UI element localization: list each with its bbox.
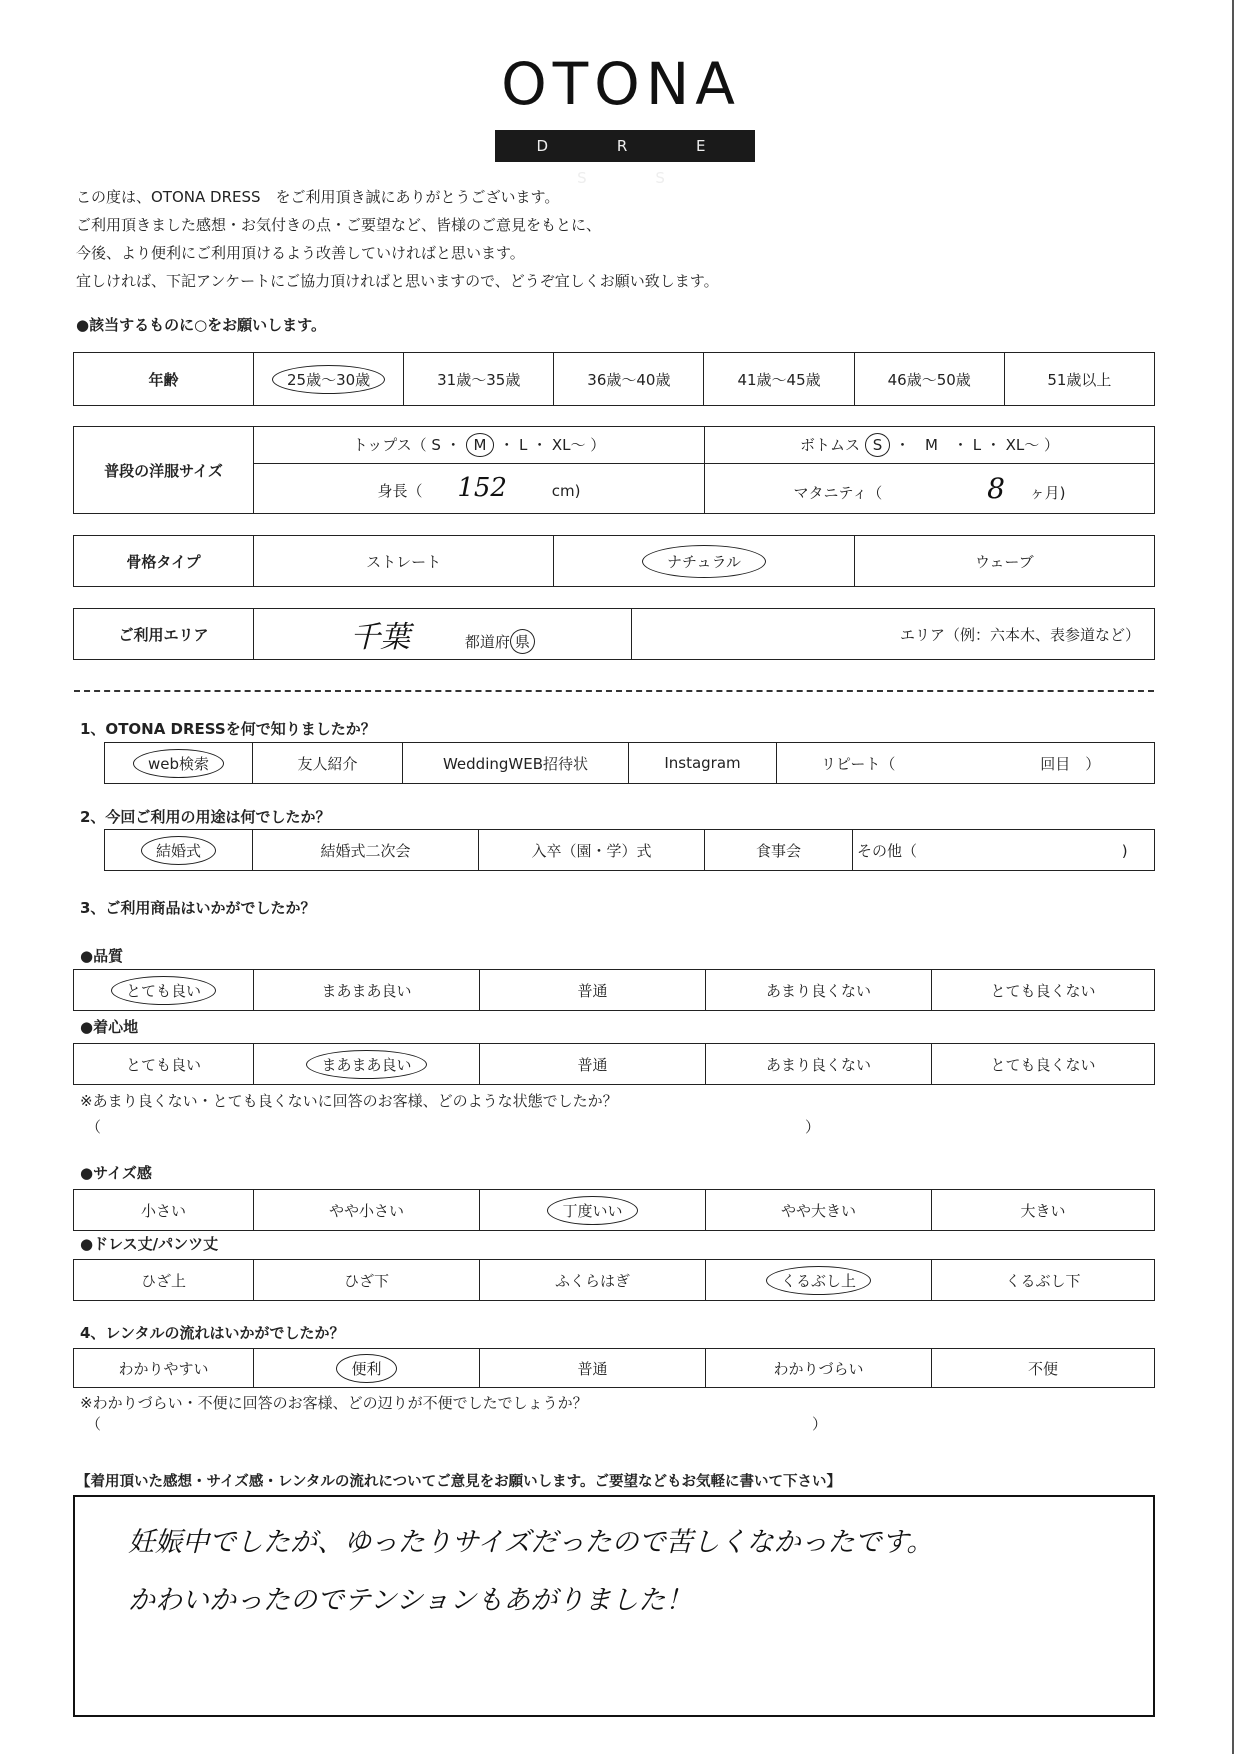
- comment-title: 【着用頂いた感想・サイズ感・レンタルの流れについてご意見をお願いします。ご要望などもお気軽に書いて下さい】: [76, 1474, 841, 1490]
- q1-repeat-count: 回目 ）: [1040, 754, 1101, 773]
- q2-option[interactable]: 食事会: [705, 830, 853, 871]
- maternity-label: マタニティ（: [793, 483, 883, 502]
- q1-repeat-label: リピート（: [821, 754, 896, 773]
- fit-option[interactable]: 大きい: [932, 1190, 1155, 1231]
- quality-option[interactable]: あまり良くない: [706, 970, 932, 1011]
- comfort-option[interactable]: とても良い: [74, 1044, 254, 1085]
- dashed-divider: [74, 690, 1154, 692]
- fit-option[interactable]: やや小さい: [254, 1190, 480, 1231]
- q4-option[interactable]: 普通: [480, 1349, 706, 1388]
- brand-sub-bar: D R E S S: [495, 130, 755, 162]
- size-label: 普段の洋服サイズ: [74, 427, 254, 514]
- tops-suffix: ・ L ・ XL〜 ）: [499, 435, 606, 454]
- quality-option-selected[interactable]: [74, 970, 254, 1011]
- age-option[interactable]: 31歳〜35歳: [404, 353, 554, 406]
- prefecture-handwritten: 千葉: [350, 620, 411, 655]
- q2-table: [104, 829, 1155, 871]
- age-table: [73, 352, 1155, 406]
- length-label: ●ドレス丈/パンツ丈: [80, 1235, 219, 1253]
- quality-label: ●品質: [80, 947, 124, 965]
- age-label: 年齢: [74, 353, 254, 406]
- selected-circle: web検索: [133, 749, 224, 778]
- q2-title: 2、今回ご利用の用途は何でしたか？: [80, 808, 331, 826]
- area-label: ご利用エリア: [74, 609, 254, 660]
- comment-line-1: 妊娠中でしたが、ゆったりサイズだったので苦しくなかったです。: [128, 1527, 934, 1558]
- size-table: [73, 426, 1155, 514]
- comfort-option[interactable]: とても良くない: [932, 1044, 1155, 1085]
- length-table: [73, 1259, 1155, 1301]
- frame-label: 骨格タイプ: [74, 536, 254, 587]
- selected-circle: とても良い: [111, 976, 216, 1005]
- q4-option[interactable]: 不便: [932, 1349, 1155, 1388]
- q1-repeat-field[interactable]: [777, 743, 1155, 784]
- bottoms-size-field[interactable]: [705, 427, 1155, 464]
- q4-table: [73, 1348, 1155, 1388]
- q4-note-paren-open[interactable]: （: [86, 1415, 102, 1433]
- prefecture-suffix: 都道府: [464, 633, 510, 651]
- fit-option[interactable]: 小さい: [74, 1190, 254, 1231]
- q4-note-paren-close: ）: [812, 1415, 828, 1433]
- age-option[interactable]: 51歳以上: [1004, 353, 1154, 406]
- length-option[interactable]: くるぶし下: [932, 1260, 1155, 1301]
- q2-other-close: ): [1121, 841, 1128, 860]
- selected-circle: 県: [510, 629, 535, 654]
- scan-edge-line: [1232, 0, 1234, 1754]
- comment-line-2: かわいかったのでテンションもあがりました！: [128, 1585, 693, 1616]
- q1-option[interactable]: 友人紹介: [253, 743, 403, 784]
- comfort-option[interactable]: 普通: [480, 1044, 706, 1085]
- bottoms-suffix: ・ M ・ L ・ XL〜 ）: [895, 435, 1060, 454]
- length-option[interactable]: ひざ上: [74, 1260, 254, 1301]
- frame-option[interactable]: ウェーブ: [854, 536, 1154, 587]
- intro-line: ご利用頂きました感想・お気付きの点・ご要望など、皆様のご意見をもとに、: [76, 216, 602, 234]
- q2-option[interactable]: 入卒（園・学）式: [479, 830, 705, 871]
- height-unit: cm): [551, 482, 581, 501]
- q4-option[interactable]: わかりづらい: [706, 1349, 932, 1388]
- age-option[interactable]: 36歳〜40歳: [554, 353, 704, 406]
- intro-line: 今後、より便利にご利用頂けるよう改善していければと思います。: [76, 244, 525, 262]
- brand-logo: OTONA: [501, 50, 741, 118]
- quality-table: [73, 969, 1155, 1011]
- height-label: 身長（: [377, 482, 423, 501]
- q1-title: 1、OTONA DRESSを何で知りましたか？: [80, 720, 376, 738]
- selected-circle: 結婚式: [141, 836, 216, 865]
- q4-option-selected[interactable]: [254, 1349, 480, 1388]
- q2-other-label: その他（: [857, 841, 918, 860]
- age-option[interactable]: 41歳〜45歳: [704, 353, 854, 406]
- quality-option[interactable]: とても良くない: [932, 970, 1155, 1011]
- q1-option[interactable]: WeddingWEB招待状: [403, 743, 629, 784]
- selected-circle: 便利: [336, 1354, 396, 1383]
- bottoms-prefix: ボトムス: [799, 435, 860, 454]
- selected-circle: S: [865, 433, 891, 457]
- area-table: [73, 608, 1155, 660]
- tops-prefix: トップス（ S ・: [352, 435, 461, 454]
- length-option[interactable]: ひざ下: [254, 1260, 480, 1301]
- frame-table: [73, 535, 1155, 587]
- comfort-table: [73, 1043, 1155, 1085]
- quality-option[interactable]: 普通: [480, 970, 706, 1011]
- intro-line: この度は、OTONA DRESS をご利用頂き誠にありがとうございます。: [76, 188, 560, 206]
- q4-option[interactable]: わかりやすい: [74, 1349, 254, 1388]
- selected-circle: 丁度いい: [547, 1196, 637, 1225]
- maternity-unit: ヶ月): [1029, 483, 1066, 502]
- height-handwritten: 152: [457, 473, 507, 504]
- fit-option[interactable]: やや大きい: [706, 1190, 932, 1231]
- selected-circle: 25歳〜30歳: [272, 365, 385, 394]
- length-option[interactable]: ふくらはぎ: [480, 1260, 706, 1301]
- fit-option-selected[interactable]: [480, 1190, 706, 1231]
- selected-circle: M: [466, 433, 495, 457]
- fit-table: [73, 1189, 1155, 1231]
- q2-option[interactable]: 結婚式二次会: [253, 830, 479, 871]
- frame-option[interactable]: ストレート: [254, 536, 554, 587]
- q2-other-field[interactable]: [853, 830, 1155, 871]
- prefecture-field[interactable]: [254, 609, 632, 660]
- age-option[interactable]: 46歳〜50歳: [854, 353, 1004, 406]
- q1-option-selected[interactable]: [105, 743, 253, 784]
- length-option-selected[interactable]: [706, 1260, 932, 1301]
- selected-circle: くるぶし上: [766, 1266, 871, 1295]
- q4-note: ※わかりづらい・不便に回答のお客様、どの辺りが不便でしたでしょうか？: [80, 1394, 588, 1412]
- comfort-option[interactable]: あまり良くない: [706, 1044, 932, 1085]
- age-option-selected[interactable]: [254, 353, 404, 406]
- comfort-note-paren-close: ）: [805, 1118, 821, 1136]
- comfort-note: ※あまり良くない・とても良くないに回答のお客様、どのような状態でしたか？: [80, 1092, 618, 1110]
- comfort-option-selected[interactable]: [254, 1044, 480, 1085]
- instruction-heading: ●該当するものに○をお願いします。: [76, 316, 326, 334]
- height-field[interactable]: [254, 463, 705, 513]
- tops-size-field[interactable]: [254, 427, 705, 464]
- comfort-label: ●着心地: [80, 1018, 139, 1036]
- maternity-handwritten: 8: [987, 471, 1005, 505]
- selected-circle: ナチュラル: [642, 545, 766, 578]
- intro-line: 宜しければ、下記アンケートにご協力頂ければと思いますので、どうぞ宜しくお願い致します。: [76, 272, 719, 290]
- q4-title: 4、レンタルの流れはいかがでしたか？: [80, 1324, 345, 1342]
- q3-title: 3、ご利用商品はいかがでしたか？: [80, 899, 316, 917]
- quality-option[interactable]: まあまあ良い: [254, 970, 480, 1011]
- area-hint-field[interactable]: エリア（例：六本木、表参道など）: [632, 609, 1155, 660]
- frame-option-selected[interactable]: [554, 536, 854, 587]
- q1-table: [104, 742, 1155, 784]
- q1-option[interactable]: Instagram: [629, 743, 777, 784]
- comfort-note-paren-open[interactable]: （: [86, 1118, 102, 1136]
- selected-circle: まあまあ良い: [306, 1050, 426, 1079]
- q2-option-selected[interactable]: [105, 830, 253, 871]
- maternity-field[interactable]: [705, 463, 1155, 513]
- intro-text: [76, 183, 719, 295]
- fit-label: ●サイズ感: [80, 1164, 152, 1182]
